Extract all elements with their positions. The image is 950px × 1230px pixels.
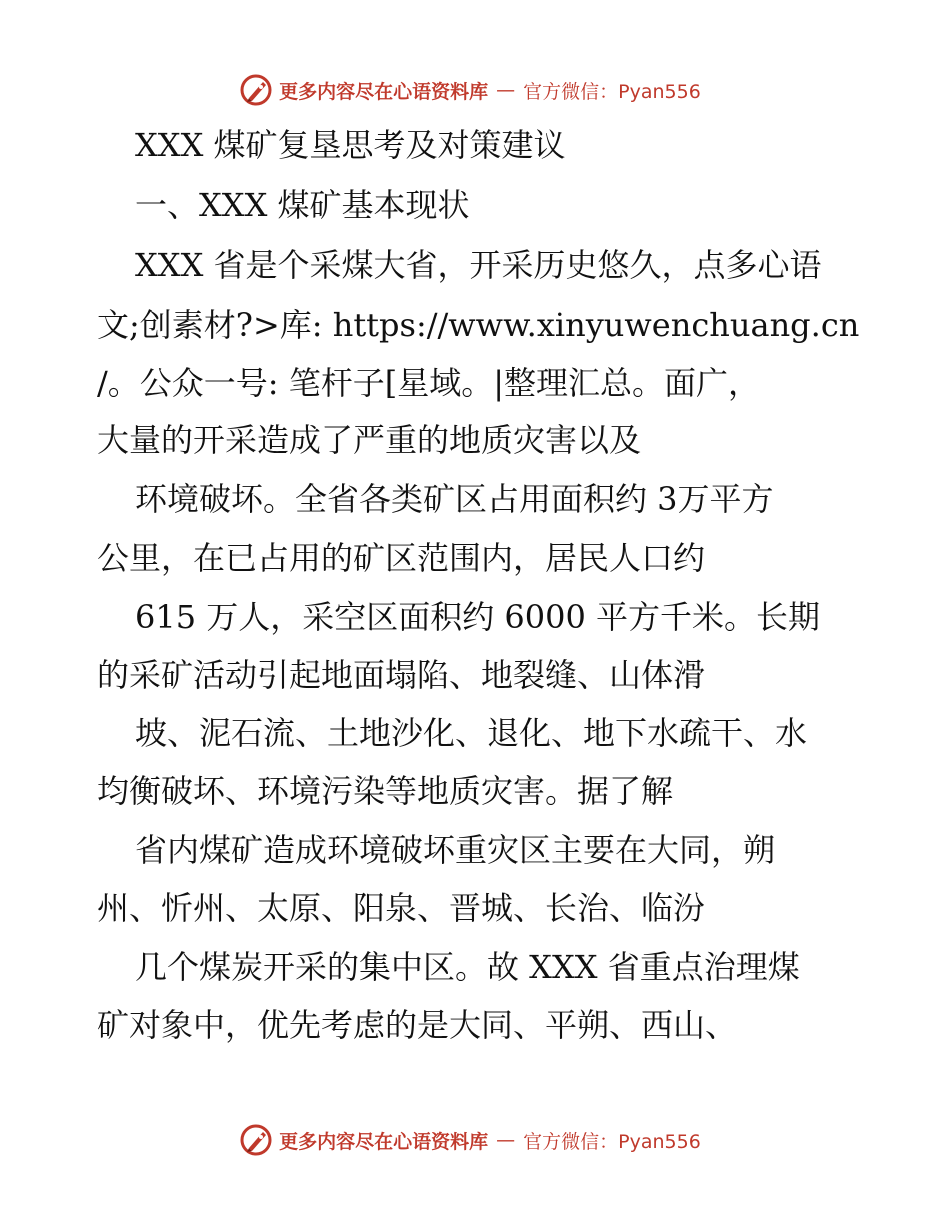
paragraph-line: 矿对象中，优先考虑的是大同、平朔、西山、 (97, 1006, 738, 1044)
footer-banner-inner (239, 1123, 701, 1157)
paragraph-line: 公里，在已占用的矿区范围内，居民人口约 (97, 539, 706, 577)
header-banner-separator: — (496, 79, 516, 101)
footer-banner (0, 1120, 950, 1160)
paragraph-line: 几个煤炭开采的集中区。故 XXX 省重点治理煤 (135, 948, 800, 986)
section-heading: 一、XXX 煤矿基本现状 (135, 186, 470, 224)
header-banner-inner (239, 73, 701, 107)
paragraph-line: 615 万人，采空区面积约 6000 平方千米。长期 (135, 598, 821, 636)
paragraph-line: 均衡破坏、环境污染等地质灾害。据了解 (97, 772, 674, 810)
header-banner-text: 更多内容尽在心语资料库 (279, 80, 489, 103)
footer-banner-separator: — (496, 1129, 516, 1151)
paragraph-line: XXX 省是个采煤大省，开采历史悠久，点多心语 (135, 246, 822, 284)
paragraph-line: 州、忻州、太原、阳泉、晋城、长治、临汾 (97, 889, 706, 927)
header-banner-wechat: 官方微信：Pyan556 (523, 80, 701, 103)
paragraph-line: 文;创素材?>库: https://www.xinyuwenchuang.cn (97, 306, 860, 344)
paragraph-line: 大量的开采造成了严重的地质灾害以及 (97, 421, 642, 459)
pen-logo-icon (239, 1123, 273, 1157)
header-banner (0, 70, 950, 110)
paragraph-line: 坡、泥石流、土地沙化、退化、地下水疏干、水 (135, 714, 808, 752)
paragraph-line: 环境破坏。全省各类矿区占用面积约 3万平方 (135, 480, 774, 518)
paragraph-line: 省内煤矿造成环境破坏重灾区主要在大同，朔 (135, 831, 776, 869)
footer-banner-text: 更多内容尽在心语资料库 (279, 1130, 489, 1153)
pen-logo-icon (239, 73, 273, 107)
paragraph-line: /。公众一号: 笔杆子[星域。|整理汇总。面广， (97, 364, 761, 402)
document-title: XXX 煤矿复垦思考及对策建议 (135, 126, 566, 164)
footer-banner-wechat: 官方微信：Pyan556 (523, 1130, 701, 1153)
paragraph-line: 的采矿活动引起地面塌陷、地裂缝、山体滑 (97, 656, 706, 694)
